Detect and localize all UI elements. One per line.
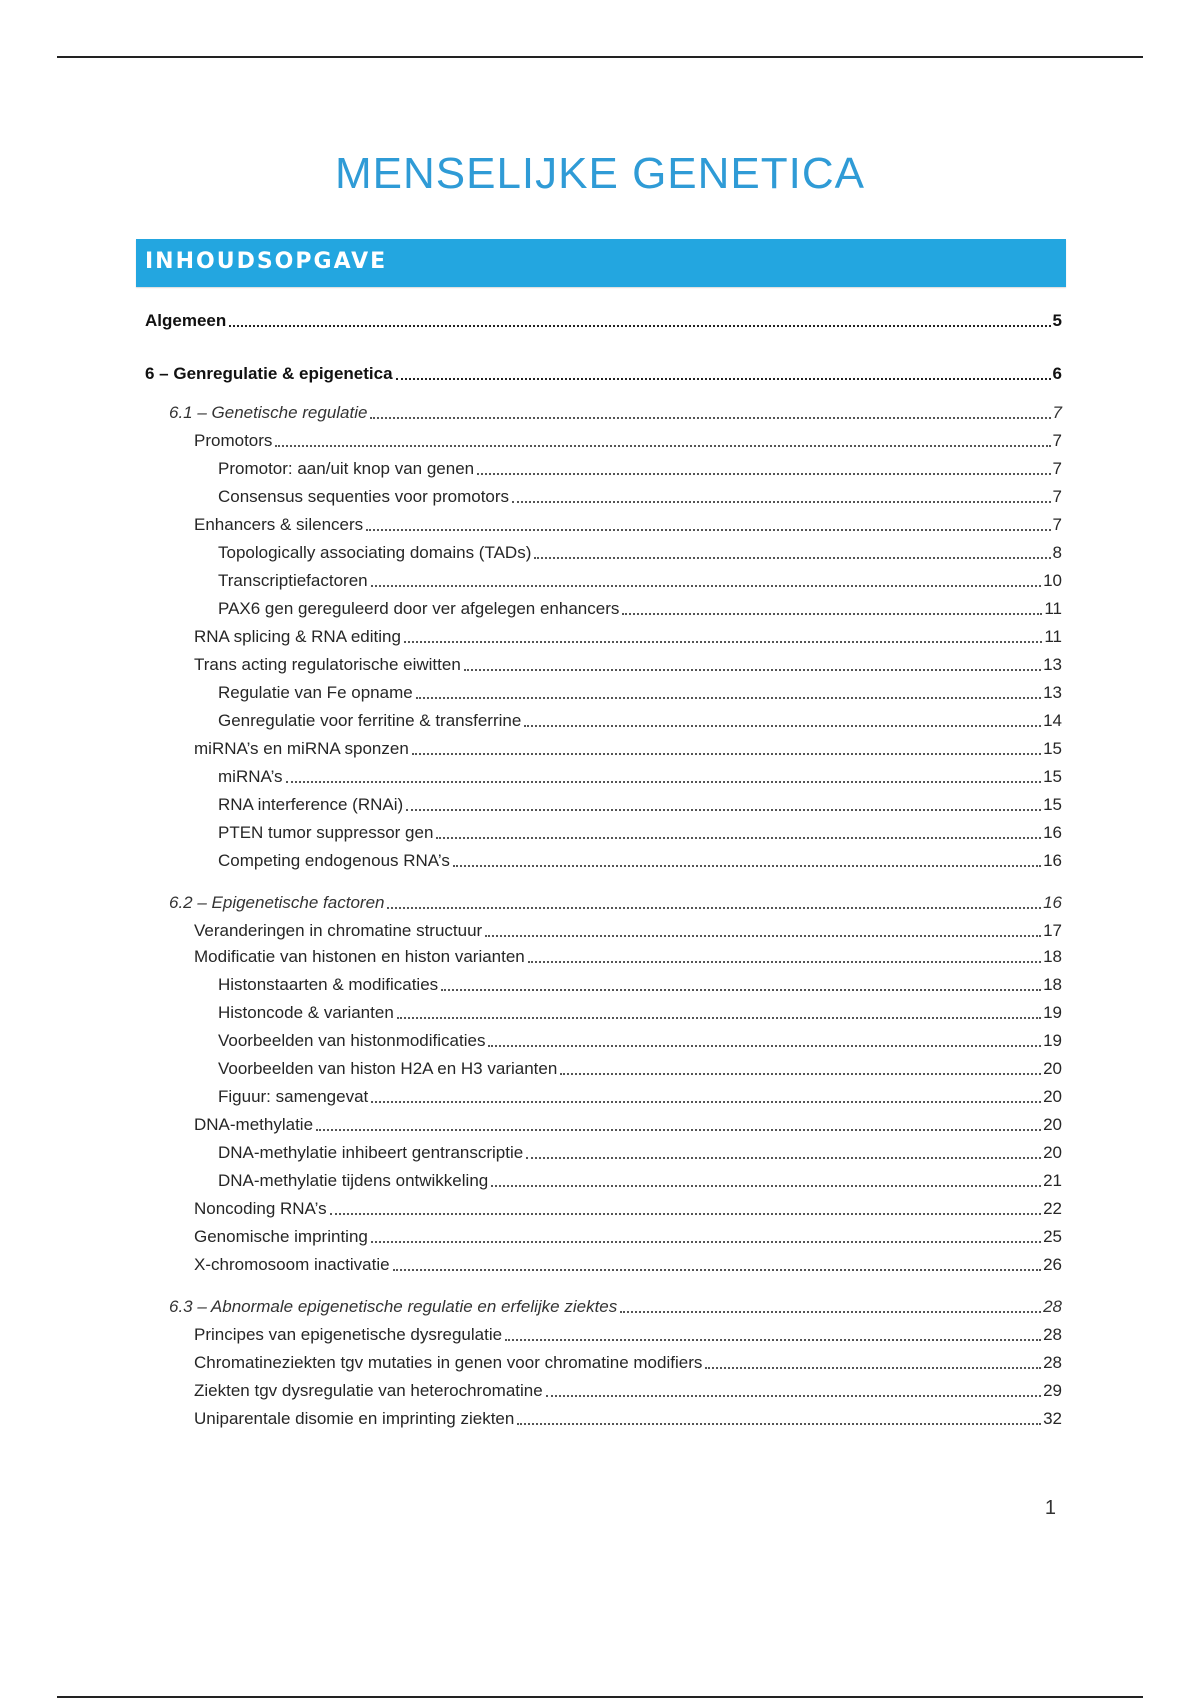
toc-dot-leader <box>275 445 1050 447</box>
toc-dot-leader <box>464 669 1041 671</box>
toc-entry-page: 7 <box>1052 459 1062 478</box>
toc-dot-leader <box>546 1395 1041 1397</box>
toc-entry-title: Figuur: samengevat <box>218 1087 369 1106</box>
toc-entry-page: 20 <box>1043 1087 1062 1106</box>
toc-entry-page: 28 <box>1043 1353 1062 1372</box>
toc-entry-title: Topologically associating domains (TADs) <box>218 543 532 562</box>
toc-entry-page: 16 <box>1043 893 1062 912</box>
toc-entry-page: 18 <box>1043 947 1062 966</box>
toc-entry-title: Promotor: aan/uit knop van genen <box>218 459 475 478</box>
toc-entry-page: 6 <box>1052 364 1062 383</box>
toc-entry-title: Veranderingen in chromatine structuur <box>194 921 483 940</box>
toc-entry-page: 7 <box>1052 403 1062 422</box>
toc-entry-page: 11 <box>1044 627 1062 646</box>
toc-entry-page: 20 <box>1043 1115 1062 1134</box>
toc-dot-leader <box>620 1311 1041 1313</box>
toc-entry[interactable] <box>218 708 1062 732</box>
toc-entry-page: 18 <box>1043 975 1062 994</box>
toc-entry-title: Voorbeelden van histon H2A en H3 varianten <box>218 1059 558 1078</box>
toc-entry-title: 6 – Genregulatie & epigenetica <box>145 364 393 383</box>
toc-entry-title: PTEN tumor suppressor gen <box>218 823 434 842</box>
toc-entry-page: 10 <box>1043 571 1062 590</box>
toc-entry-page: 11 <box>1044 599 1062 618</box>
toc-entry[interactable] <box>194 736 1062 760</box>
toc-entry[interactable] <box>194 1378 1062 1402</box>
toc-entry[interactable] <box>194 1322 1062 1346</box>
toc-dot-leader <box>477 473 1050 475</box>
toc-dot-leader <box>705 1367 1041 1369</box>
toc-entry-page: 16 <box>1043 823 1062 842</box>
toc-entry[interactable] <box>218 456 1062 480</box>
toc-entry-title: Consensus sequenties voor promotors <box>218 487 510 506</box>
toc-entry[interactable] <box>218 596 1062 620</box>
toc-entry-title: Histoncode & varianten <box>218 1003 394 1022</box>
toc-entry[interactable] <box>218 680 1062 704</box>
toc-dot-leader <box>393 1269 1042 1271</box>
toc-entry-page: 28 <box>1043 1325 1062 1344</box>
bottom-rule <box>57 1696 1143 1698</box>
toc-entry[interactable] <box>145 308 1062 332</box>
toc-entry-title: miRNA’s <box>218 767 283 786</box>
toc-entry-title: Histonstaarten & modificaties <box>218 975 439 994</box>
toc-entry-page: 14 <box>1043 711 1062 730</box>
toc-dot-leader <box>526 1157 1041 1159</box>
toc-entry-title: RNA interference (RNAi) <box>218 795 404 814</box>
toc-dot-leader <box>387 907 1041 909</box>
document-title: MENSELIJKE GENETICA <box>334 149 865 198</box>
toc-dot-leader <box>316 1129 1041 1131</box>
toc-dot-leader <box>441 989 1041 991</box>
toc-entry[interactable] <box>169 890 1062 914</box>
toc-entry-title: Voorbeelden van histonmodificaties <box>218 1031 486 1050</box>
toc-entry-title: Principes van epigenetische dysregulatie <box>194 1325 503 1344</box>
toc-entry-page: 8 <box>1052 543 1062 562</box>
toc-entry-page: 25 <box>1043 1227 1062 1246</box>
toc-dot-leader <box>371 1101 1041 1103</box>
toc-dot-leader <box>453 865 1041 867</box>
toc-heading: INHOUDSOPGAVE <box>145 249 388 274</box>
toc-entry[interactable] <box>218 1140 1062 1164</box>
toc-dot-leader <box>371 1241 1041 1243</box>
toc-entry[interactable] <box>218 484 1062 508</box>
toc-entry-page: 15 <box>1043 795 1062 814</box>
toc-entry-title: DNA-methylatie inhibeert gentranscriptie <box>218 1143 524 1162</box>
page-number: 1 <box>1044 1497 1056 1519</box>
toc-entry[interactable] <box>218 972 1062 996</box>
toc-entry-title: Genomische imprinting <box>194 1227 368 1246</box>
toc-entry-page: 13 <box>1043 683 1062 702</box>
toc-entry-page: 22 <box>1043 1199 1062 1218</box>
toc-entry[interactable] <box>218 820 1062 844</box>
toc-entry-page: 7 <box>1052 487 1062 506</box>
toc-dot-leader <box>366 529 1050 531</box>
toc-entry-title: Chromatineziekten tgv mutaties in genen voor chromatine modifiers <box>194 1353 703 1372</box>
toc-entry-title: Transcriptiefactoren <box>218 571 368 590</box>
toc-entry[interactable] <box>194 1196 1062 1220</box>
toc-entry[interactable] <box>194 512 1062 536</box>
toc-dot-leader <box>330 1213 1041 1215</box>
toc-entry-page: 7 <box>1052 431 1062 450</box>
toc-entry[interactable] <box>194 652 1062 676</box>
toc-entry-page: 28 <box>1043 1297 1062 1316</box>
toc-dot-leader <box>412 753 1041 755</box>
toc-dot-leader <box>517 1423 1041 1425</box>
toc-dot-leader <box>560 1073 1041 1075</box>
toc-entry-page: 20 <box>1043 1059 1062 1078</box>
toc-dot-leader <box>622 613 1042 615</box>
toc-dot-leader <box>512 501 1050 503</box>
toc-entry-title: RNA splicing & RNA editing <box>194 627 401 646</box>
toc-entry[interactable] <box>218 848 1062 872</box>
toc-dot-leader <box>505 1339 1041 1341</box>
toc-dot-leader <box>524 725 1041 727</box>
toc-dot-leader <box>528 961 1041 963</box>
toc-entry-title: 6.3 – Abnormale epigenetische regulatie en erfelijke ziektes <box>169 1297 618 1316</box>
toc-entry[interactable] <box>194 624 1062 648</box>
toc-entry-title: 6.1 – Genetische regulatie <box>169 403 368 422</box>
toc-entry[interactable] <box>218 1056 1062 1080</box>
toc-entry-page: 13 <box>1043 655 1062 674</box>
toc-dot-leader <box>396 378 1051 380</box>
toc-entry[interactable] <box>218 568 1062 592</box>
toc-entry[interactable] <box>194 918 1062 942</box>
toc-entry-title: Modificatie van histonen en histon varianten <box>194 947 525 966</box>
toc-entry-title: Competing endogenous RNA’s <box>218 851 450 870</box>
toc-dot-leader <box>404 641 1042 643</box>
toc-dot-leader <box>436 837 1041 839</box>
toc-dot-leader <box>229 325 1050 327</box>
toc-dot-leader <box>370 417 1050 419</box>
toc-entry-page: 32 <box>1043 1409 1062 1428</box>
toc-entry[interactable] <box>218 1084 1062 1108</box>
toc-dot-leader <box>416 697 1041 699</box>
toc-entry-page: 15 <box>1043 767 1062 786</box>
toc-dot-leader <box>371 585 1041 587</box>
toc-entry-title: Ziekten tgv dysregulatie van heterochromatine <box>194 1381 543 1400</box>
toc-entry[interactable] <box>169 1294 1062 1318</box>
toc-entry[interactable] <box>169 400 1062 424</box>
toc-entry-title: X-chromosoom inactivatie <box>194 1255 390 1274</box>
toc-entry[interactable] <box>194 428 1062 452</box>
toc-entry[interactable] <box>194 1350 1062 1374</box>
toc-entry-title: PAX6 gen gereguleerd door ver afgelegen enhancers <box>218 599 620 618</box>
toc-entry-page: 19 <box>1043 1003 1062 1022</box>
toc-entry[interactable] <box>194 1224 1062 1248</box>
toc-entry-page: 26 <box>1043 1255 1062 1274</box>
toc-entry[interactable] <box>194 1406 1062 1430</box>
toc-entry-page: 15 <box>1043 739 1062 758</box>
toc-entry-title: DNA-methylatie tijdens ontwikkeling <box>218 1171 489 1190</box>
toc-entry-page: 19 <box>1043 1031 1062 1050</box>
toc-entry-title: Promotors <box>194 431 273 450</box>
toc-entry-page: 5 <box>1052 311 1062 330</box>
toc-entry[interactable] <box>218 1168 1062 1192</box>
toc-dot-leader <box>397 1017 1041 1019</box>
toc-entry[interactable] <box>218 1028 1062 1052</box>
toc-entry[interactable] <box>218 792 1062 816</box>
toc-entry-page: 7 <box>1052 515 1062 534</box>
toc-dot-leader <box>286 781 1042 783</box>
toc-entry[interactable] <box>194 944 1062 968</box>
toc-entry-title: Trans acting regulatorische eiwitten <box>194 655 461 674</box>
toc-entry-title: Uniparentale disomie en imprinting ziekten <box>194 1409 515 1428</box>
toc-entry-title: 6.2 – Epigenetische factoren <box>169 893 385 912</box>
toc-entry-page: 29 <box>1043 1381 1062 1400</box>
toc-entry[interactable] <box>194 1252 1062 1276</box>
toc-entry-title: DNA-methylatie <box>194 1115 314 1134</box>
toc-entry[interactable] <box>194 1112 1062 1136</box>
toc-entry-title: Noncoding RNA’s <box>194 1199 327 1218</box>
toc-entry-page: 17 <box>1043 921 1062 940</box>
toc-dot-leader <box>406 809 1041 811</box>
toc-entry[interactable] <box>218 540 1062 564</box>
toc-dot-leader <box>491 1185 1041 1187</box>
toc-entry-page: 20 <box>1043 1143 1062 1162</box>
toc-entry-page: 16 <box>1043 851 1062 870</box>
toc-dot-leader <box>485 935 1041 937</box>
toc-entry-title: Genregulatie voor ferritine & transferrine <box>218 711 522 730</box>
toc-entry-title: Enhancers & silencers <box>194 515 364 534</box>
toc-dot-leader <box>488 1045 1041 1047</box>
toc-entry-title: Regulatie van Fe opname <box>218 683 413 702</box>
toc-entry-title: miRNA’s en miRNA sponzen <box>194 739 409 758</box>
toc-entry[interactable] <box>218 1000 1062 1024</box>
toc-dot-leader <box>534 557 1050 559</box>
toc-entry[interactable] <box>218 764 1062 788</box>
toc-entry-title: Algemeen <box>145 311 227 330</box>
toc-entry[interactable] <box>145 361 1062 385</box>
toc-entry-page: 21 <box>1043 1171 1062 1190</box>
